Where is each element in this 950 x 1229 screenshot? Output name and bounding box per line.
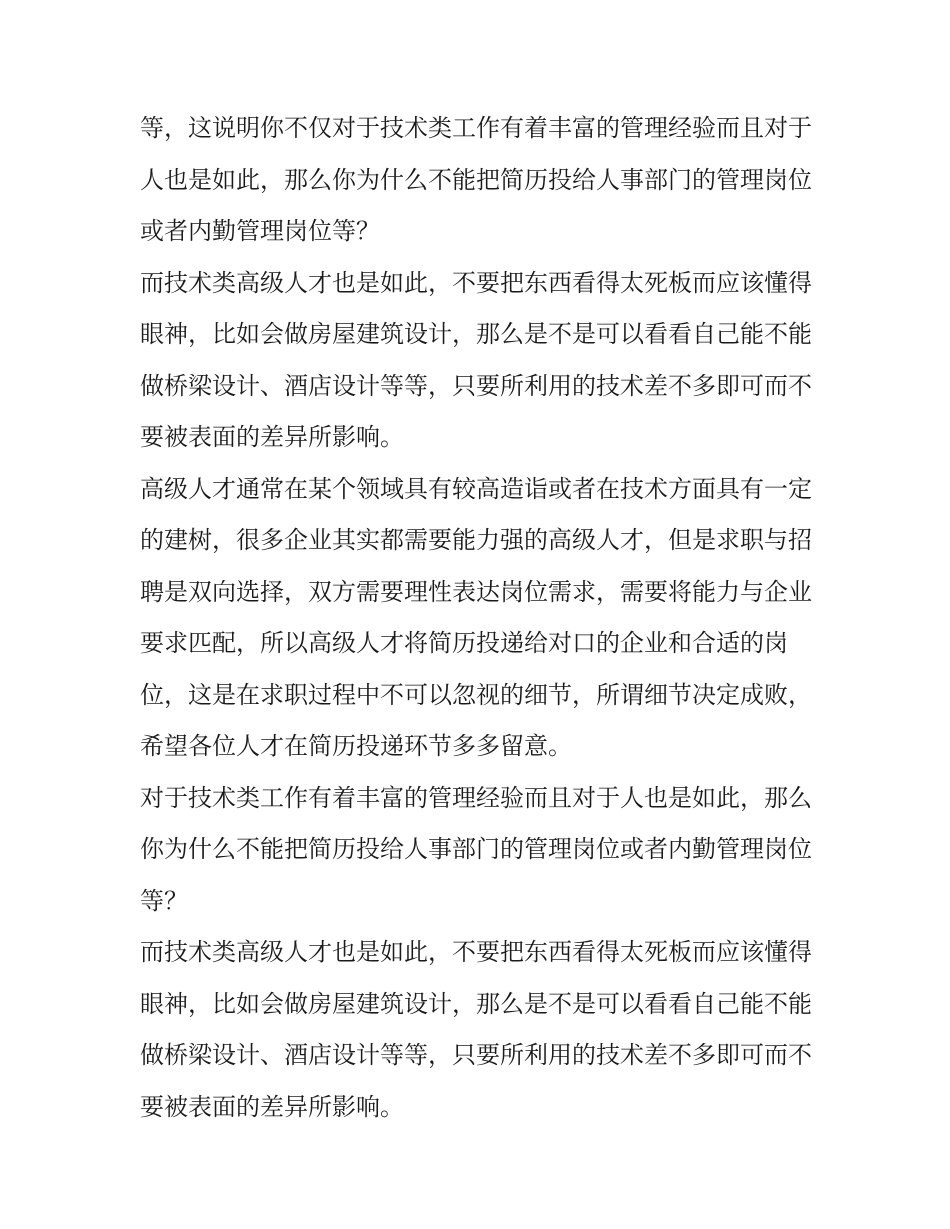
paragraph-1: 等，这说明你不仅对于技术类工作有着丰富的管理经验而且对于人也是如此，那么你为什么不能把简历投给人事部门的管理岗位或者内勤管理岗位等？ — [140, 114, 812, 245]
paragraph-4: 对于技术类工作有着丰富的管理经验而且对于人也是如此，那么你为什么不能把简历投给人事部门的管理岗位或者内勤管理岗位等？ — [140, 783, 812, 915]
body-text — [140, 103, 816, 1133]
paragraph-5: 而技术类高级人才也是如此，不要把东西看得太死板而应该懂得眼神，比如会做房屋建筑设计，那么是不是可以看看自己能不能做桥梁设计、酒店设计等等，只要所利用的技术差不多即可而不要被表面的差异所影响。 — [140, 938, 812, 1121]
paragraph-3: 高级人才通常在某个领域具有较高造诣或者在技术方面具有一定的建树，很多企业其实都需要能力强的高级人才，但是求职与招聘是双向选择，双方需要理性表达岗位需求，需要将能力与企业要求匹配，所以高级人才将简历投递给对口的企业和合适的岗位，这是在求职过程中不可以忽视的细节，所谓细节决定成败，希望各位人才在简历投递环节多多留意。 — [140, 474, 812, 760]
paragraph-2: 而技术类高级人才也是如此，不要把东西看得太死板而应该懂得眼神，比如会做房屋建筑设计，那么是不是可以看看自己能不能做桥梁设计、酒店设计等等，只要所利用的技术差不多即可而不要被表面的差异所影响。 — [140, 268, 812, 451]
